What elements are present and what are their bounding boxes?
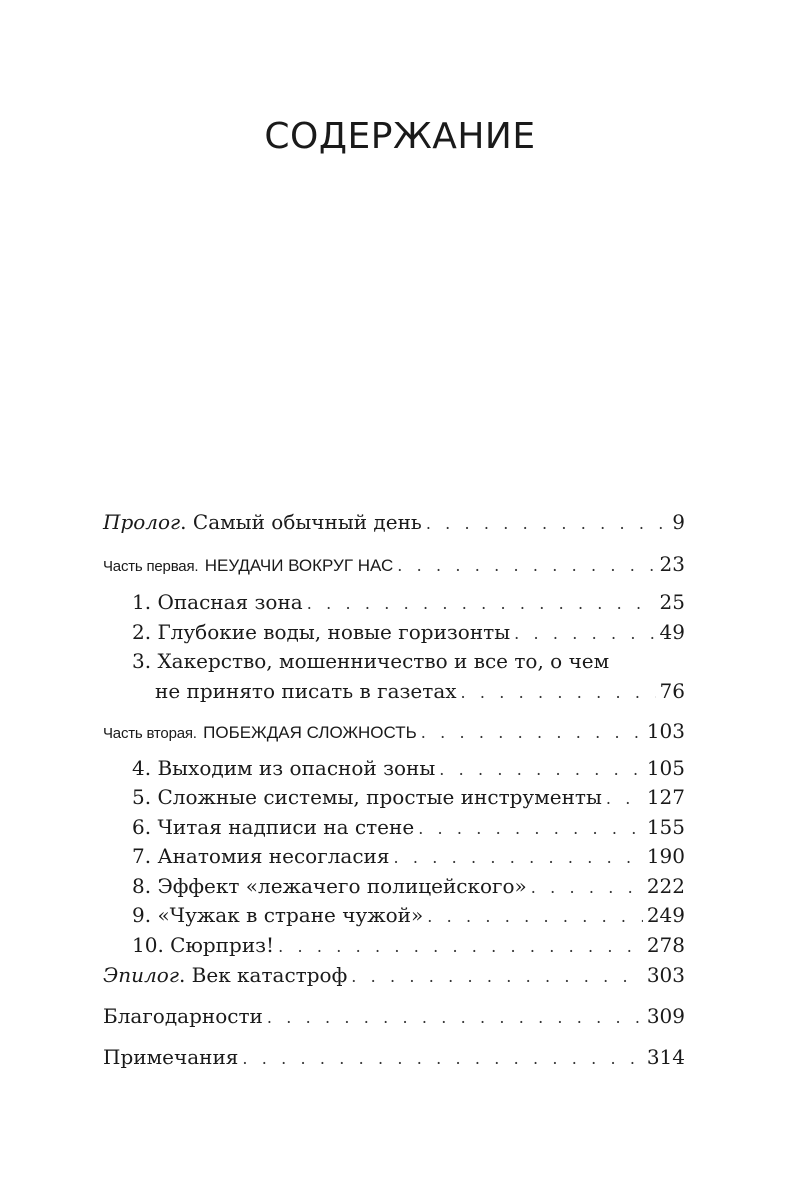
- toc-entry-prologue[interactable]: [103, 508, 685, 538]
- page-title: СОДЕРЖАНИЕ: [264, 116, 536, 157]
- toc-label: [103, 961, 347, 989]
- toc-label: не принято писать в газетах: [155, 679, 457, 703]
- toc-entry-chapter-8[interactable]: [132, 872, 685, 902]
- toc-page-number: 190: [646, 844, 685, 868]
- toc-page-number: 25: [659, 590, 685, 614]
- toc-label: 2. Глубокие воды, новые горизонты: [132, 620, 511, 644]
- dot-leader: [514, 620, 655, 648]
- dot-leader: [393, 844, 642, 872]
- toc-entry-chapter-3-line2[interactable]: [155, 677, 685, 707]
- dot-leader: [351, 963, 643, 991]
- toc-entry-chapter-6[interactable]: [132, 813, 685, 843]
- toc-entry-chapter-7[interactable]: [132, 842, 685, 872]
- part-label: Часть вторая.: [103, 725, 197, 742]
- toc-label: 8. Эффект «лежачего полицейского»: [132, 874, 527, 898]
- toc-entry-chapter-9[interactable]: [132, 901, 685, 931]
- toc-page-number: 23: [659, 552, 685, 576]
- toc-label-italic: Эпилог: [103, 963, 179, 987]
- toc-label-rest: . Век катастроф: [178, 963, 348, 987]
- toc-page-number: 9: [672, 510, 685, 534]
- toc-label: 10. Сюрприз!: [132, 933, 275, 957]
- part-title: ПОБЕЖДАЯ СЛОЖНОСТЬ: [203, 723, 417, 742]
- dot-leader: [307, 590, 656, 618]
- toc-entry-acknowledgements[interactable]: [103, 1002, 685, 1032]
- toc-page-number: 309: [646, 1004, 685, 1028]
- toc-label: Благодарности: [103, 1004, 263, 1028]
- toc-entry-chapter-10[interactable]: [132, 931, 685, 961]
- toc-page-number: 76: [659, 679, 685, 703]
- part-label: Часть первая.: [103, 558, 199, 575]
- toc-page-number: 303: [646, 963, 685, 987]
- dot-leader: [427, 903, 643, 931]
- dot-leader: [421, 719, 643, 747]
- dot-leader: [242, 1045, 642, 1073]
- toc-page-number: 222: [646, 874, 685, 898]
- toc-entry-part1[interactable]: [103, 550, 685, 581]
- toc-label: 1. Опасная зона: [132, 590, 303, 614]
- toc-label: Примечания: [103, 1045, 239, 1069]
- toc-page-number: 155: [646, 815, 685, 839]
- toc-entry-chapter-1[interactable]: [132, 588, 685, 618]
- toc-label-rest: . Самый обычный день: [180, 510, 422, 534]
- toc-entry-notes[interactable]: [103, 1043, 685, 1073]
- dot-leader: [426, 510, 668, 538]
- toc-label-italic: Пролог: [103, 510, 181, 534]
- part-title: НЕУДАЧИ ВОКРУГ НАС: [204, 556, 394, 575]
- toc-page-number: 103: [646, 719, 685, 743]
- toc-label: [103, 508, 422, 536]
- toc-label: 6. Читая надписи на стене: [132, 815, 415, 839]
- dot-leader: [267, 1004, 643, 1032]
- toc-label: [103, 550, 393, 581]
- toc-page-number: 127: [646, 785, 685, 809]
- toc-page-number: 314: [646, 1045, 685, 1069]
- dot-leader: [461, 679, 656, 707]
- toc-page-number: 49: [659, 620, 685, 644]
- dot-leader: [278, 933, 643, 961]
- toc-page-number: 249: [646, 903, 685, 927]
- toc-label: 4. Выходим из опасной зоны: [132, 756, 436, 780]
- toc-entry-epilogue[interactable]: [103, 961, 685, 991]
- dot-leader: [606, 785, 643, 813]
- toc-entry-part2[interactable]: [103, 717, 685, 748]
- toc-page-number: 105: [646, 756, 685, 780]
- toc-label: 5. Сложные системы, простые инструменты: [132, 785, 602, 809]
- toc-entry-chapter-2[interactable]: [132, 618, 685, 648]
- dot-leader: [531, 874, 643, 902]
- dot-leader: [439, 756, 643, 784]
- toc-entry-chapter-3-line1[interactable]: [132, 647, 685, 675]
- toc-entry-chapter-4[interactable]: [132, 754, 685, 784]
- toc-page-number: 278: [646, 933, 685, 957]
- dot-leader: [418, 815, 643, 843]
- toc-label: 7. Анатомия несогласия: [132, 844, 390, 868]
- toc-label: 9. «Чужак в стране чужой»: [132, 903, 424, 927]
- dot-leader: [397, 552, 655, 580]
- toc-label: [103, 717, 417, 748]
- toc-entry-chapter-5[interactable]: [132, 783, 685, 813]
- toc-label: 3. Хакерство, мошенничество и все то, о чем: [132, 649, 610, 673]
